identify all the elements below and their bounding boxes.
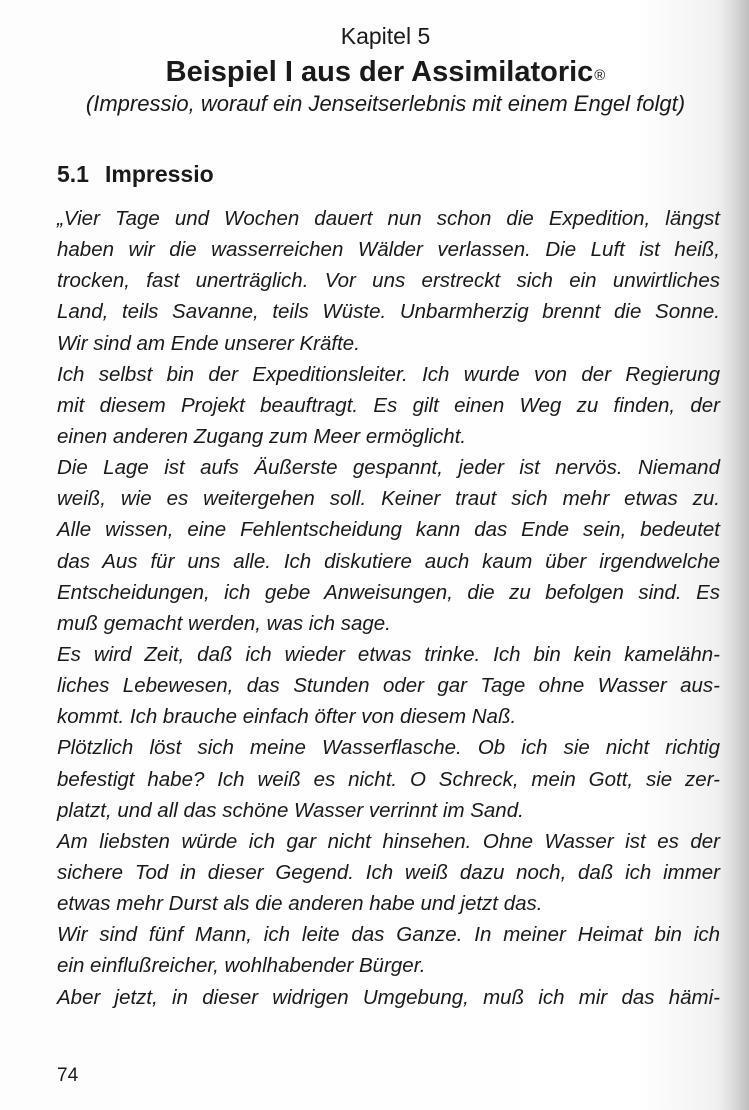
text-line: platzt, und all das schöne Wasser verrinnt im Sand.: [57, 798, 524, 822]
body-text: [57, 203, 720, 1013]
text-line: mit diesem Projekt beauftragt. Es gilt einen Weg zu finden, der: [57, 393, 720, 417]
text-line: muß gemacht werden, was ich sage.: [57, 611, 391, 635]
chapter-subtitle: (Impressio, worauf ein Jenseitserlebnis mit einem Engel folgt): [85, 91, 686, 116]
text-line: etwas mehr Durst als die anderen habe und jetzt das.: [57, 892, 543, 916]
text-line: Am liebsten würde ich gar nicht hinsehen. Ohne Wasser ist es der: [57, 829, 720, 853]
text-line: haben wir die wasserreichen Wälder verlassen. Die Luft ist heiß,: [57, 238, 720, 262]
text-line: sichere Tod in dieser Gegend. Ich weiß dazu noch, daß ich immer: [57, 860, 720, 884]
text-line: das Aus für uns alle. Ich diskutiere auch kaum über irgendwelche: [57, 549, 720, 573]
section-number: 5.1: [57, 161, 89, 187]
chapter-label: Kapitel 5: [340, 23, 431, 49]
text-line: Wir sind fünf Mann, ich leite das Ganze. In meiner Heimat bin ich: [57, 923, 720, 947]
text-line: Entscheidungen, ich gebe Anweisungen, die zu befolgen sind. Es: [57, 580, 720, 604]
registered-mark: ®: [594, 67, 606, 84]
section-heading: [57, 158, 214, 190]
text-line: trocken, fast unerträglich. Vor uns erstreckt sich ein unwirtliches: [57, 269, 720, 293]
page-number: 74: [57, 1065, 79, 1086]
text-line: weiß, wie es weitergehen soll. Keiner traut sich mehr etwas zu.: [57, 487, 720, 511]
text-line: einen anderen Zugang zum Meer ermöglicht.: [57, 424, 467, 448]
page-gutter-shadow: [721, 0, 749, 1110]
chapter-title: [0, 53, 749, 91]
text-line: liches Lebewesen, das Stunden oder gar Tage ohne Wasser aus-: [57, 674, 720, 698]
text-line: Es wird Zeit, daß ich wieder etwas trinke. Ich bin kein kamelähn-: [57, 642, 720, 666]
chapter-title-text: Beispiel I aus der Assimilatoric: [165, 56, 594, 88]
text-line: Wir sind am Ende unserer Kräfte.: [57, 331, 360, 355]
text-line: Die Lage ist aufs Äußerste gespannt, jeder ist nervös. Niemand: [57, 456, 720, 480]
text-line: Ich selbst bin der Expeditionsleiter. Ich wurde von der Regierung: [57, 362, 720, 386]
section-title: Impressio: [104, 161, 214, 187]
text-line: Alle wissen, eine Fehlentscheidung kann das Ende sein, bedeutet: [57, 518, 720, 542]
text-line: „Vier Tage und Wochen dauert nun schon die Expedition, längst: [57, 207, 720, 230]
text-line: befestigt habe? Ich weiß es nicht. O Schreck, mein Gott, sie zer-: [57, 767, 720, 791]
text-line: Plötzlich löst sich meine Wasserflasche. Ob ich sie nicht richtig: [57, 736, 720, 760]
text-line: ein einflußreicher, wohlhabender Bürger.: [57, 954, 426, 978]
text-line: Land, teils Savanne, teils Wüste. Unbarmherzig brennt die Sonne.: [57, 300, 720, 324]
text-line: kommt. Ich brauche einfach öfter von diesem Naß.: [57, 705, 517, 729]
text-line: Aber jetzt, in dieser widrigen Umgebung, muß ich mir das hämi-: [57, 985, 720, 1009]
